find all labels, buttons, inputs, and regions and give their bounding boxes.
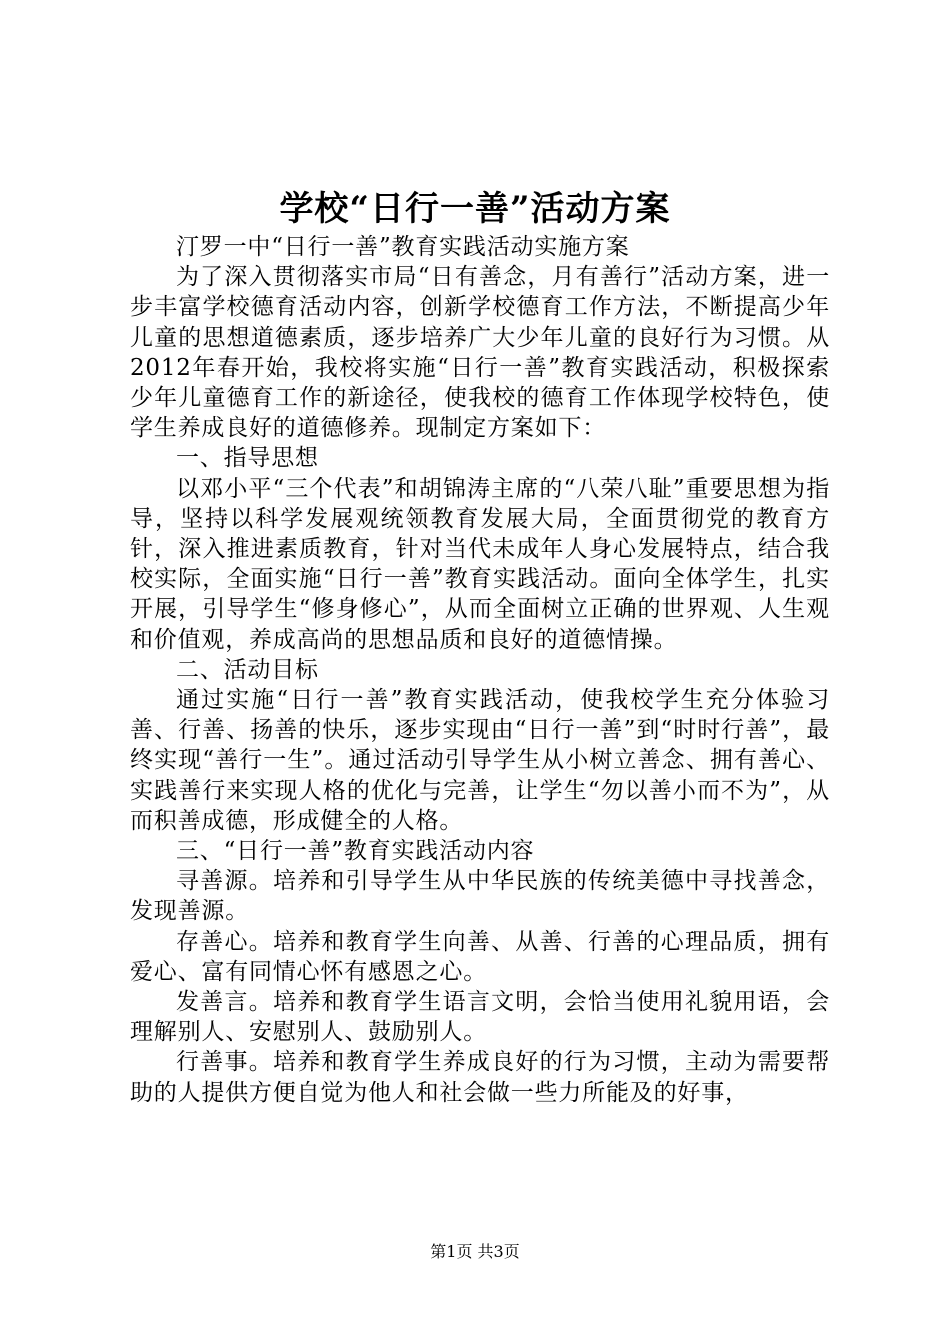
document-title: 学校“日行一善”活动方案 [279,189,671,229]
content-item-paragraph: 行善事。培养和教育学生养成良好的行为习惯，主动为需要帮助的人提供方便自觉为他人和社会做一些力所能及的好事， [130,1049,830,1106]
guiding-ideology-paragraph: 以邓小平“三个代表”和胡锦涛主席的“八荣八耻”重要思想为指导，坚持以科学发展观统领教育发展大局，全面贯彻党的教育方针，深入推进素质教育，针对当代未成年人身心发展特点，结合我校实际，全面实施“日行一善”教育实践活动。面向全体学生，扎实开展，引导学生“修身修心”，从而全面树立正确的世界观、人生观和价值观，养成高尚的思想品质和良好的道德情操。 [130,475,830,653]
content-item-paragraph: 发善言。培养和教育学生语言文明，会恰当使用礼貌用语，会理解别人、安慰别人、鼓励别人。 [130,989,830,1046]
section-heading-guiding-ideology: 一、指导思想 [176,445,319,472]
document-body [130,232,830,1108]
section-heading-activity-content: 三、“日行一善”教育实践活动内容 [176,838,535,865]
page-footer [0,1240,950,1264]
page-number-label: 第1页 共3页 [430,1242,520,1261]
subtitle-paragraph: 汀罗一中“日行一善”教育实践活动实施方案 [176,234,630,260]
section-heading-activity-goals: 二、活动目标 [176,656,319,683]
content-item-paragraph: 寻善源。培养和引导学生从中华民族的传统美德中寻找善念，发现善源。 [130,868,830,925]
content-item-paragraph: 存善心。培养和教育学生向善、从善、行善的心理品质，拥有爱心、富有同情心怀有感恩之心。 [130,928,830,985]
intro-paragraph: 为了深入贯彻落实市局“日有善念，月有善行”活动方案，进一步丰富学校德育活动内容，创新学校德育工作方法，不断提高少年儿童的思想道德素质，逐步培养广大少年儿童的良好行为习惯。从2012年春开始，我校将实施“日行一善”教育实践活动，积极探索少年儿童德育工作的新途径，使我校的德育工作体现学校特色，使学生养成良好的道德修养。现制定方案如下： [130,264,830,442]
activity-goals-paragraph: 通过实施“日行一善”教育实践活动，使我校学生充分体验习善、行善、扬善的快乐，逐步实现由“日行一善”到“时时行善”，最终实现“善行一生”。通过活动引导学生从小树立善念、拥有善心、实践善行来实现人格的优化与完善，让学生“勿以善小而不为”，从而积善成德，形成健全的人格。 [130,687,830,834]
